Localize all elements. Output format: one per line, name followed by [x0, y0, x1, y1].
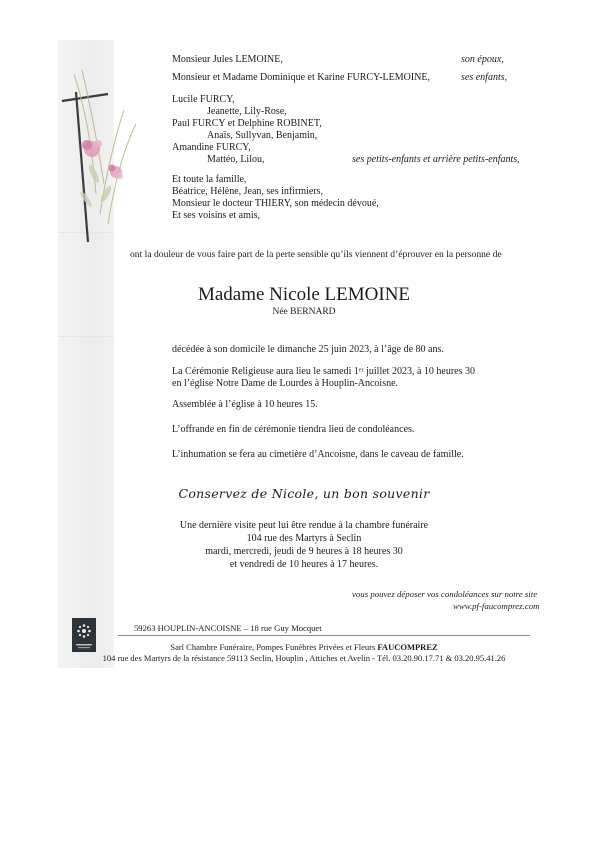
footer-company: [0, 642, 608, 653]
family-line: Paul FURCY et Delphine ROBINET,: [172, 118, 322, 129]
deceased-name: Madame Nicole LEMOINE: [197, 284, 411, 305]
family-role: son époux,: [461, 54, 504, 65]
cross-flowers-illustration: [56, 64, 156, 244]
family-line: Et ses voisins et amis,: [172, 210, 261, 221]
visit-line: et vendredi de 10 heures à 17 heures.: [229, 559, 379, 570]
family-line: Monsieur le docteur THIERY, son médecin dévoué,: [172, 198, 379, 209]
visit-line: 104 rue des Martyrs à Seclin: [246, 533, 362, 544]
family-line: Et toute la famille,: [172, 174, 247, 185]
offering-text: L’offrande en fin de cérémonie tiendra lieu de condoléances.: [172, 424, 415, 435]
fold-line: [58, 336, 114, 337]
family-line: Lucile FURCY,: [172, 94, 235, 105]
visit-line: mardi, mercredi, jeudi de 9 heures à 18 heures 30: [205, 546, 403, 557]
deceased-birth-name: Née BERNARD: [272, 307, 336, 317]
footer-company-text: Sarl Chambre Funéraire, Pompes Funèbres Privées et Fleurs: [170, 642, 378, 652]
family-line: Anaïs, Sullyvan, Benjamin,: [207, 130, 318, 141]
announcement-text: ont la douleur de vous faire part de la perte sensible qu’ils viennent d’éprouver en la personne de: [130, 249, 502, 260]
family-line: Béatrice, Hélène, Jean, ses infirmiers,: [172, 186, 324, 197]
family-line: Monsieur Jules LEMOINE,: [172, 54, 283, 65]
memory-phrase: Conservez de Nicole, un bon souvenir: [178, 486, 430, 501]
ceremony-line: en l’église Notre Dame de Lourdes à Houplin-Ancoisne.: [172, 378, 399, 389]
family-line: Jeanette, Lily-Rose,: [207, 106, 287, 117]
local-address: 59263 HOUPLIN-ANCOISNE – 18 rue Guy Mocquet: [134, 623, 322, 633]
website-link[interactable]: www.pf-faucomprez.com: [453, 601, 540, 611]
family-role: ses enfants,: [461, 72, 508, 83]
family-line: Monsieur et Madame Dominique et Karine FURCY-LEMOINE,: [172, 72, 431, 83]
visit-line: Une dernière visite peut lui être rendue à la chambre funéraire: [179, 520, 429, 531]
footer-contact: 104 rue des Martyrs de la résistance 59113 Seclin, Houplin , Attiches et Avelin - Tél. 03.20.90.17.71 & 03.20.95.41.26: [102, 653, 506, 663]
death-details: décédée à son domicile le dimanche 25 juin 2023, à l’âge de 80 ans.: [172, 344, 444, 355]
footer-divider: [118, 635, 530, 636]
family-line: Amandine FURCY,: [172, 142, 251, 153]
online-condolences-text: vous pouvez déposer vos condoléances sur notre site: [352, 589, 538, 599]
ceremony-line: La Cérémonie Religieuse aura lieu le samedi 1ᵉʳ juillet 2023, à 10 heures 30: [172, 366, 475, 377]
family-role: ses petits-enfants et arrière petits-enfants,: [352, 154, 520, 165]
family-line: Mattéo, Lilou,: [207, 154, 265, 165]
assembly-text: Assemblée à l’église à 10 heures 15.: [172, 399, 318, 410]
footer-brand: FAUCOMPREZ: [377, 642, 438, 652]
burial-text: L’inhumation se fera au cimetière d’Ancoisne, dans le caveau de famille.: [172, 449, 464, 460]
